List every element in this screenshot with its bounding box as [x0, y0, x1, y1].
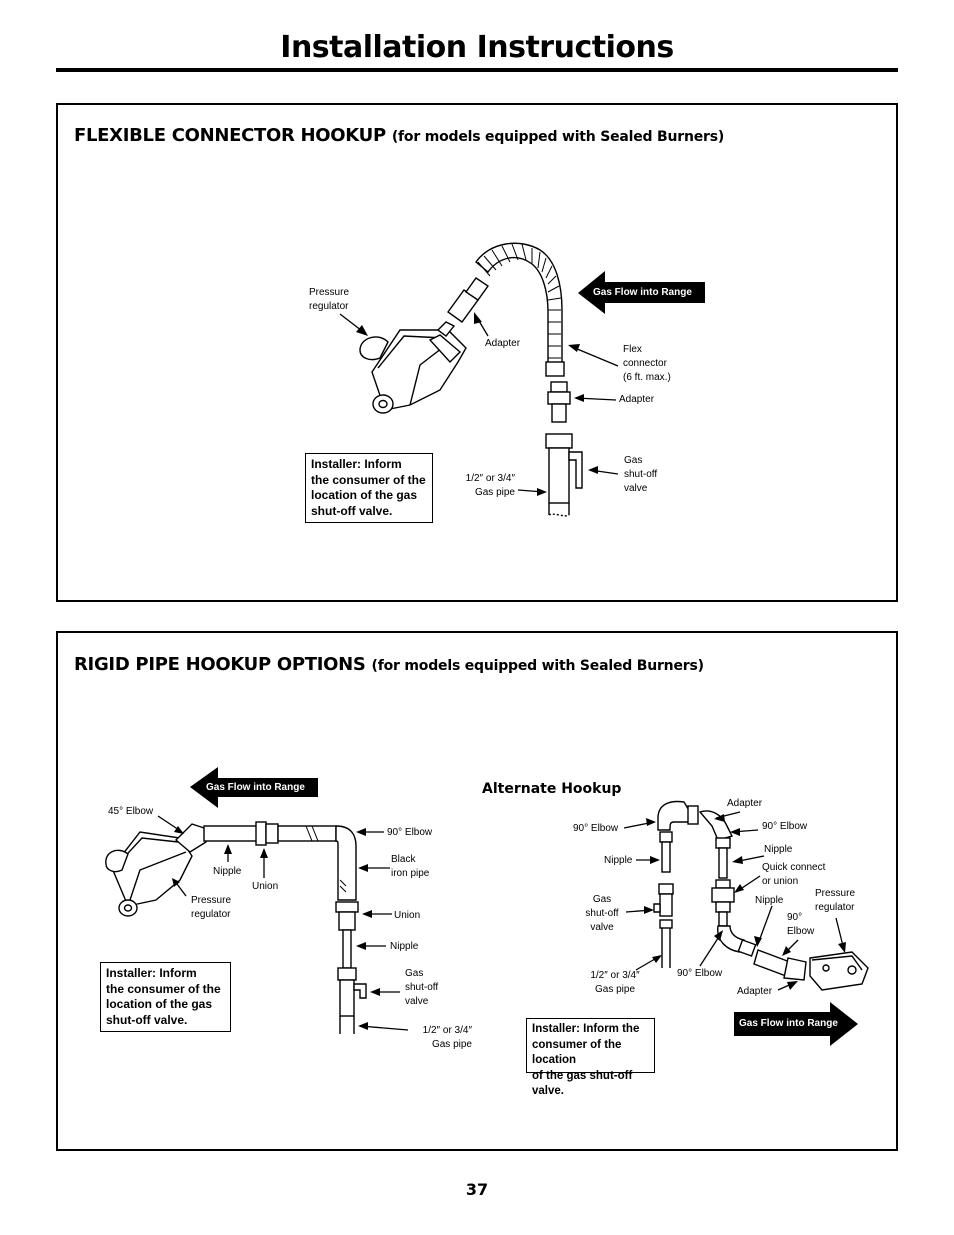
rigid-installer-note: Installer: Inform the consumer of the location of the gas shut-off valve. — [100, 962, 231, 1032]
alternate-installer-note: Installer: Inform the consumer of the location of the gas shut-off valve. — [526, 1018, 655, 1073]
alt-label-adapter-top: Adapter — [727, 798, 763, 809]
alt-label-elbow90-left: 90° Elbow — [573, 823, 619, 834]
rigid-heading-main: RIGID PIPE HOOKUP OPTIONS — [74, 654, 366, 675]
alt-label-nipple-left: Nipple — [604, 855, 633, 866]
alt-label-quick-connect: Quick connect or union — [762, 862, 826, 887]
rigid-heading-sub: (for models equipped with Sealed Burners) — [371, 658, 704, 674]
rigid-label-pressure-regulator: Pressure regulator — [191, 895, 232, 920]
alt-label-shutoff-valve: Gas shut-off valve — [585, 894, 619, 933]
alt-label-pressure-regulator: Pressure regulator — [815, 888, 856, 913]
flex-label-flex-connector: Flex connector (6 ft. max.) — [623, 344, 671, 383]
rigid-label-union-top: Union — [252, 881, 279, 892]
rigid-label-black-iron: Black iron pipe — [391, 854, 430, 879]
page-title: Installation Instructions — [280, 30, 674, 65]
rigid-flow-label: Gas Flow into Range — [206, 782, 305, 793]
flex-label-adapter-top: Adapter — [485, 338, 521, 349]
alt-label-nipple-right: Nipple — [755, 895, 784, 906]
alt-label-elbow90-bottom: 90° Elbow — [677, 968, 723, 979]
flex-label-shutoff-valve: Gas shut-off valve — [624, 455, 658, 494]
alt-label-elbow90-right: 90° Elbow — [762, 821, 808, 832]
alt-label-nipple-right-top: Nipple — [764, 844, 793, 855]
alternate-flow-label: Gas Flow into Range — [739, 1018, 838, 1029]
rigid-label-gas-pipe: 1/2″ or 3/4″ Gas pipe — [422, 1025, 472, 1050]
alt-label-gas-pipe: 1/2″ or 3/4″ Gas pipe — [590, 970, 640, 995]
rigid-label-shutoff-valve: Gas shut-off valve — [405, 968, 439, 1007]
flex-label-gas-pipe: 1/2″ or 3/4″ Gas pipe — [465, 473, 515, 498]
page-number: 37 — [465, 1180, 489, 1199]
alternate-heading: Alternate Hookup — [482, 781, 622, 797]
alt-label-adapter-bottom: Adapter — [737, 986, 773, 997]
flex-label-adapter-right: Adapter — [619, 394, 655, 405]
rigid-label-union-right: Union — [394, 910, 421, 921]
flexible-heading-main: FLEXIBLE CONNECTOR HOOKUP — [74, 125, 386, 146]
rigid-label-elbow45: 45° Elbow — [108, 806, 154, 817]
alt-label-elbow90-mid: 90° Elbow — [787, 912, 815, 937]
rigid-label-elbow90: 90° Elbow — [387, 827, 433, 838]
rigid-label-nipple-top: Nipple — [213, 866, 242, 877]
flexible-installer-note: Installer: Inform the consumer of the location of the gas shut-off valve. — [305, 453, 433, 523]
rigid-label-nipple-right: Nipple — [390, 941, 419, 952]
flexible-flow-label: Gas Flow into Range — [593, 287, 692, 298]
flexible-heading-sub: (for models equipped with Sealed Burners) — [391, 129, 725, 145]
flex-label-pressure-regulator: Pressure regulator — [309, 287, 350, 312]
